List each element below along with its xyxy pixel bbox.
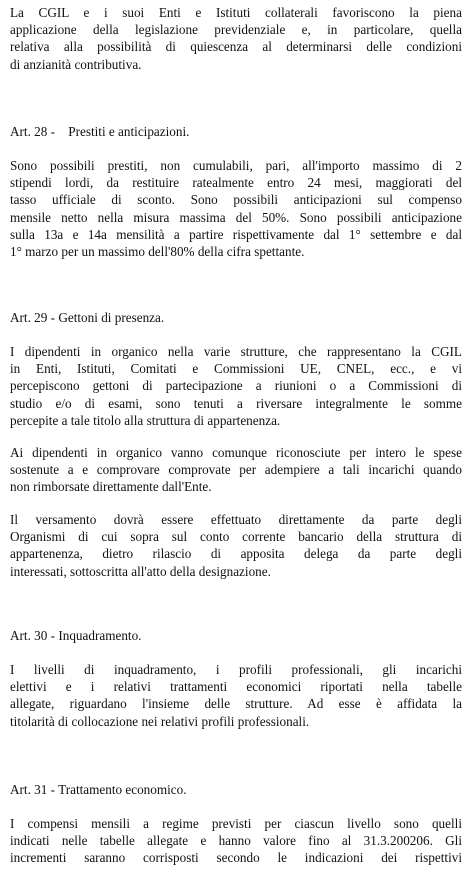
text-line: percepiscono gettoni di partecipazione a riunioni o a Commissioni di xyxy=(10,378,462,394)
article-28-heading: Art. 28 - Prestiti e anticipazioni. xyxy=(10,124,190,139)
text-line: elettivi e i relativi trattamenti economici riportati nella tabelle xyxy=(10,679,462,695)
text-line: interessati, sottoscritta all'atto della designazione. xyxy=(10,563,271,579)
text-line: sostenute a e comprovare comprovate per adempiere a tali incarichi quando xyxy=(10,462,462,478)
text-line: in Enti, Istituti, Comitati e Commissioni UE, CNEL, ecc., e vi xyxy=(10,361,462,377)
text-line: mensile netto nella misura massima del 50%. Sono possibili anticipazione xyxy=(10,209,462,225)
article-30-paragraph xyxy=(10,661,462,730)
text-line: Il versamento dovrà essere effettuato direttamente da parte degli xyxy=(10,512,462,527)
text-line: Organismi di cui sopra sul conto corrente bancario della struttura di xyxy=(10,529,462,545)
text-line: Sono possibili prestiti, non cumulabili, pari, all'importo massimo di 2 xyxy=(10,158,462,173)
text-line: percepite a tale titolo alla struttura di appartenenza. xyxy=(10,412,281,428)
article-29-paragraph-2 xyxy=(10,444,462,496)
article-31-paragraph xyxy=(10,815,462,867)
text-line: studio e/o di esami, sono tenuti a riversare integralmente le somme xyxy=(10,395,462,411)
article-29-paragraph-3 xyxy=(10,511,462,580)
text-line: I compensi mensili a regime previsti per ciascun livello sono quelli xyxy=(10,816,462,831)
article-30-heading: Art. 30 - Inquadramento. xyxy=(10,628,142,643)
text-line: titolarità di collocazione nei relativi profili professionali. xyxy=(10,713,310,729)
text-line: incrementi saranno corrisposti secondo le indicazioni dei rispettivi xyxy=(10,850,462,866)
text-line: allegate, riguardano l'insieme delle strutture. Ad esse è affidata la xyxy=(10,696,462,712)
text-line: indicati nelle tabelle allegate e hanno valore fino al 31.3.200206. Gli xyxy=(10,833,462,849)
text-line: I dipendenti in organico nella varie strutture, che rappresentano la CGIL xyxy=(10,344,462,359)
article-31-heading: Art. 31 - Trattamento economico. xyxy=(10,782,187,797)
text-line: non rimborsate direttamente dall'Ente. xyxy=(10,479,212,495)
text-line: sulla 13a e 14a mensilità a partire rispettivamente dal 1° settembre e dal xyxy=(10,226,462,242)
text-line: stipendi lordi, da restituire ratealmente entro 24 mesi, maggiorati del xyxy=(10,175,462,191)
text-line: relativa alla possibilità di quiescenza al determinarsi delle condizioni xyxy=(10,39,462,55)
text-line: I livelli di inquadramento, i profili professionali, gli incarichi xyxy=(10,662,462,677)
text-line: 1° marzo per un massimo dell'80% della cifra spettante. xyxy=(10,244,305,260)
article-29-paragraph-1 xyxy=(10,343,462,429)
article-29-heading: Art. 29 - Gettoni di presenza. xyxy=(10,310,165,325)
text-line: applicazione della legislazione previdenziale e, in particolare, quella xyxy=(10,22,462,38)
text-line: appartenenza, dietro rilascio di apposita delega da parte degli xyxy=(10,546,462,562)
article-28-paragraph xyxy=(10,157,462,260)
text-line: La CGIL e i suoi Enti e Istituti collaterali favoriscono la piena xyxy=(10,5,462,20)
text-line: tasso ufficiale di sconto. Sono possibili anticipazioni sul compenso xyxy=(10,192,462,208)
text-line: di anzianità contributiva. xyxy=(10,56,142,72)
text-line: Ai dipendenti in organico vanno comunque riconosciute per intero le spese xyxy=(10,445,462,460)
intro-paragraph xyxy=(10,4,462,73)
